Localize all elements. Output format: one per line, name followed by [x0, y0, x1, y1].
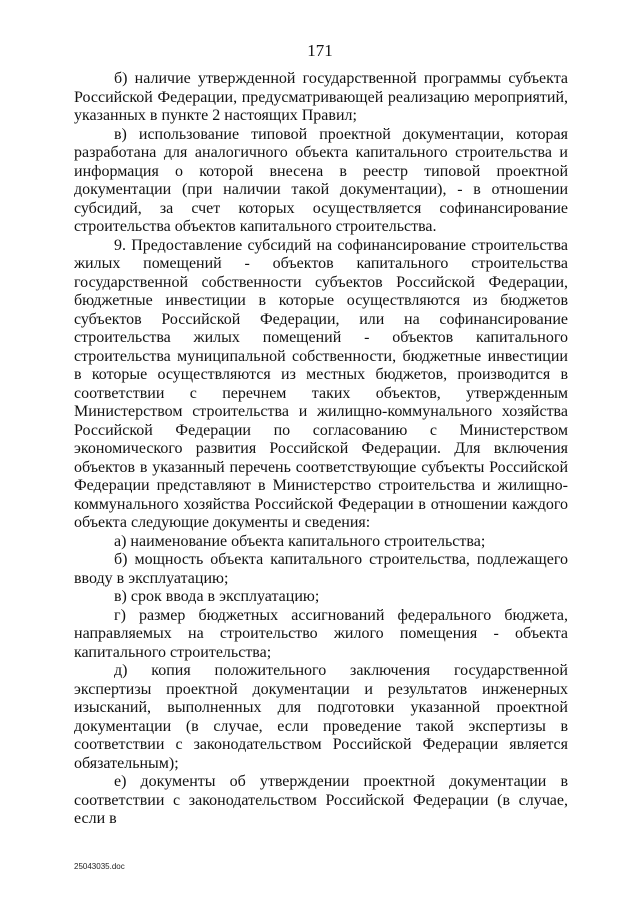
paragraph-subitem-a: а) наименование объекта капитального строительства;: [114, 532, 486, 550]
paragraph-subitem-b: б) мощность объекта капитального строительства, подлежащего вводу в эксплуатацию;: [74, 551, 568, 587]
document-body: [74, 70, 568, 829]
paragraph-subitem-g: г) размер бюджетных ассигнований федерального бюджета, направляемых на строительство жилого помещения - объекта капитального строительства;: [74, 606, 568, 661]
page-number: 171: [307, 41, 333, 60]
paragraph-section-9: 9. Предоставление субсидий на софинансирование строительства жилых помещений - объектов капитального строительства государственной собственности субъектов Российской Федерации, бюджетные инвестиции в которые осуществляются из бюджетов субъектов Российской Федерации, или на софинансирование строительства жилых помещений - объектов капитального строительства муниципальной собственности, бюджетные инвестиции в которые осуществляются из местных бюджетов, производится в соответствии с перечнем таких объектов, утвержденным Министерством строительства и жилищно-коммунального хозяйства Российской Федерации по согласованию с Министерством экономического развития Российской Федерации. Для включения объектов в указанный перечень соответствующие субъекты Российской Федерации представляют в Министерство строительства и жилищно-коммунального хозяйства Российской Федерации в отношении каждого объекта следующие документы и сведения:: [74, 236, 568, 531]
paragraph-item-b: б) наличие утвержденной государственной программы субъекта Российской Федерации, предусматривающей реализацию мероприятий, указанных в пункте 2 настоящих Правил;: [74, 70, 568, 124]
paragraph-subitem-d: д) копия положительного заключения государственной экспертизы проектной документации и результатов инженерных изысканий, выполненных для подготовки указанной проектной документации (в случае, если проведение такой экспертизы в соответствии с законодательством Российской Федерации является обязательным);: [74, 662, 568, 772]
paragraph-subitem-v: в) срок ввода в эксплуатацию;: [114, 588, 320, 605]
paragraph-item-v: в) использование типовой проектной документации, которая разработана для аналогичного объекта капитального строительства и информация о которой внесена в реестр типовой проектной документации (при наличии такой документации), - в отношении субсидий, за счет которых осуществляется софинансирование строительства объектов капитального строительства.: [74, 125, 568, 235]
footer-filename: 25043035.doc: [74, 862, 125, 871]
paragraph-subitem-e: е) документы об утверждении проектной документации в соответствии с законодательством Российской Федерации (в случае, если в: [74, 773, 568, 827]
